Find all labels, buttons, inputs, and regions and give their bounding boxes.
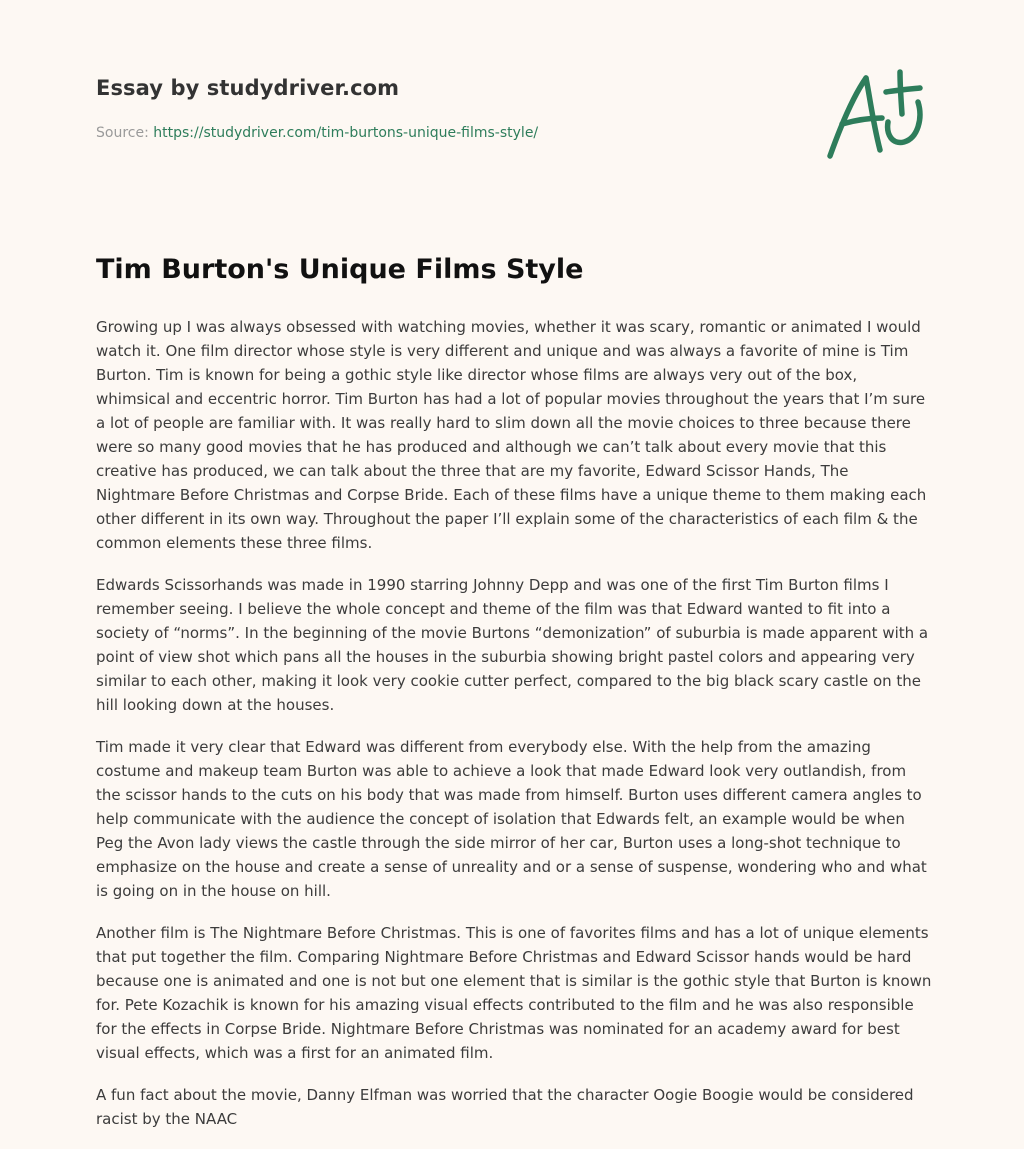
essay-paragraph: Another film is The Nightmare Before Christmas. This is one of favorites films and has a lot of unique elements that put together the film. Comparing Nightmare Before Christmas and Edward Scissor hands would be hard because one is animated and one is not but one element that is similar is the gothic style that Burton is known for. Pete Kozachik is known for his amazing visual effects contributed to the film and he was also responsible for the effects in Corpse Bride. Nightmare Before Christmas was nominated for an academy award for best visual effects, which was a first for an animated film. [96, 924, 932, 1062]
essay-paragraph: A fun fact about the movie, Danny Elfman was worried that the character Oogie Boogie would be considered racist by the NAAC [96, 1086, 914, 1128]
source-label: Source: [96, 125, 149, 141]
site-header [96, 74, 926, 174]
essay-paragraph: Growing up I was always obsessed with watching movies, whether it was scary, romantic or animated I would watch it. One film director whose style is very different and unique and was always a favorite of mine is Tim Burton. Tim is known for being a gothic style like director whose films are always very out of the box, whimsical and eccentric horror. Tim Burton has had a lot of popular movies throughout the years that I’m sure a lot of people are familiar with. It was really hard to slim down all the movie choices to three because there were so many good movies that he has produced and although we can’t talk about every movie that this creative has produced, we can talk about the three that are my favorite, Edward Scissor Hands, The Nightmare Before Christmas and Corpse Bride. Each of these films have a unique theme to them making each other different in its own way. Throughout the paper I’ll explain some of the characteristics of each film & the common elements these three films. [96, 318, 927, 552]
source-link[interactable]: https://studydriver.com/tim-burtons-unique-films-style/ [153, 125, 539, 141]
essay-body [96, 315, 932, 1149]
site-brand: Essay by studydriver.com [96, 76, 400, 100]
essay-title: Tim Burton's Unique Films Style [96, 254, 584, 285]
essay-paragraph: Tim made it very clear that Edward was different from everybody else. With the help from the amazing costume and makeup team Burton was able to achieve a look that made Edward look very outlandish, from the scissor hands to the cuts on his body that was made from himself. Burton uses different camera angles to help communicate with the audience the concept of isolation that Edwards felt, an example would be when Peg the Avon lady views the castle through the side mirror of her car, Burton uses a long-shot technique to emphasize on the house and create a sense of unreality and or a sense of suspense, wondering who and what is going on in the house on hill. [96, 738, 927, 900]
essay-paragraph: Edwards Scissorhands was made in 1990 starring Johnny Depp and was one of the first Tim Burton films I remember seeing. I believe the whole concept and theme of the film was that Edward wanted to fit into a society of “norms”. In the beginning of the movie Burtons “demonization” of suburbia is made apparent with a point of view shot which pans all the houses in the suburbia showing bright pastel colors and appearing very similar to each other, making it look very cookie cutter perfect, compared to the big black scary castle on the hill looking down at the houses. [96, 576, 929, 714]
a-plus-logo-icon [826, 68, 926, 160]
source-line [96, 125, 538, 141]
